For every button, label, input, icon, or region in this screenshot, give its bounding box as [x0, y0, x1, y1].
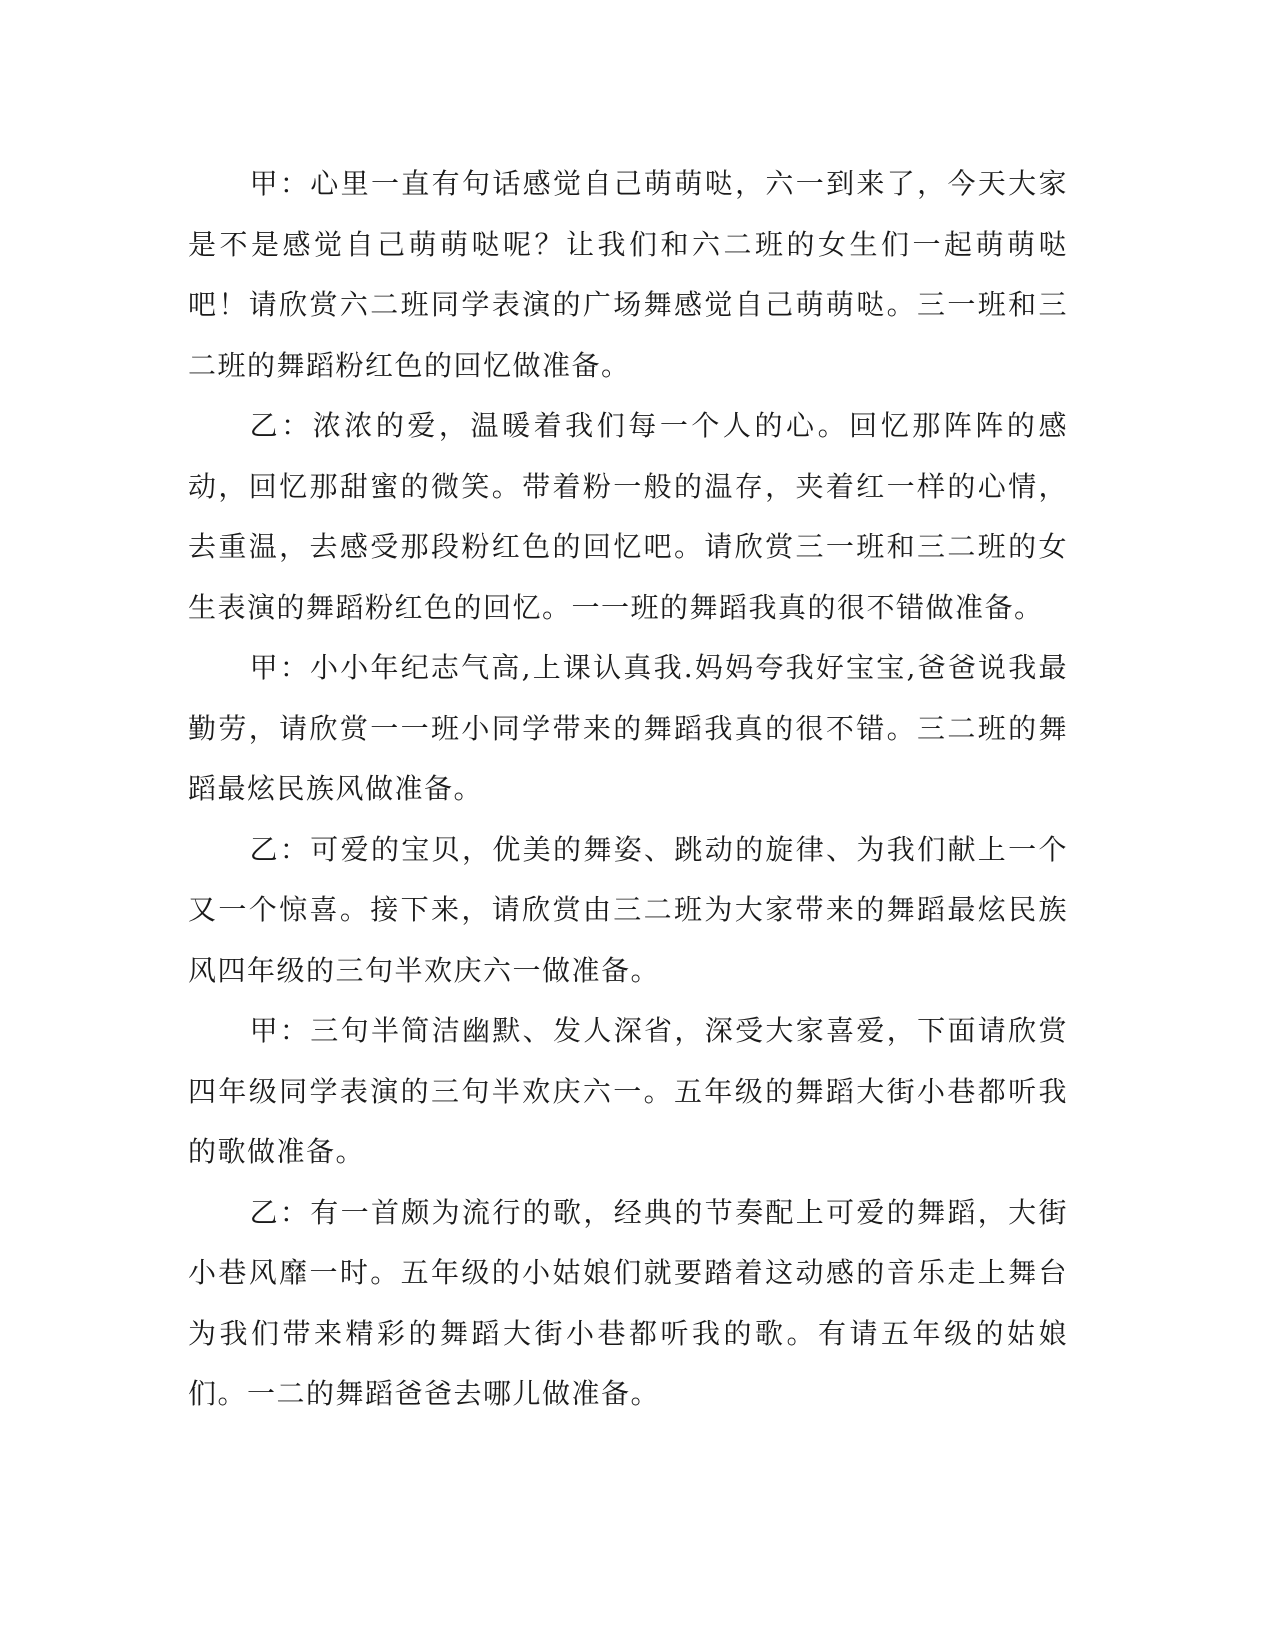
paragraph-6: 乙：有一首颇为流行的歌，经典的节奏配上可爱的舞蹈，大街小巷风靡一时。五年级的小姑娘们就要踏着这动感的音乐走上舞台为我们带来精彩的舞蹈大街小巷都听我的歌。有请五年级的姑娘们。一二的舞蹈爸爸去哪儿做准备。 — [188, 1195, 1068, 1410]
paragraph-4: 乙：可爱的宝贝，优美的舞姿、跳动的旋律、为我们献上一个又一个惊喜。接下来，请欣赏由三二班为大家带来的舞蹈最炫民族风四年级的三句半欢庆六一做准备。 — [188, 832, 1068, 987]
paragraph-3: 甲：小小年纪志气高,上课认真我.妈妈夸我好宝宝,爸爸说我最勤劳，请欣赏一一班小同学带来的舞蹈我真的很不错。三二班的舞蹈最炫民族风做准备。 — [188, 651, 1068, 805]
paragraph-5: 甲：三句半简洁幽默、发人深省，深受大家喜爱，下面请欣赏四年级同学表演的三句半欢庆六一。五年级的舞蹈大街小巷都听我的歌做准备。 — [188, 1014, 1068, 1168]
paragraph-2: 乙：浓浓的爱，温暖着我们每一个人的心。回忆那阵阵的感动，回忆那甜蜜的微笑。带着粉一般的温存，夹着红一样的心情，去重温，去感受那段粉红色的回忆吧。请欣赏三一班和三二班的女生表演的舞蹈粉红色的回忆。一一班的舞蹈我真的很不错做准备。 — [188, 409, 1068, 624]
paragraph-1: 甲：心里一直有句话感觉自己萌萌哒，六一到来了，今天大家是不是感觉自己萌萌哒呢？让我们和六二班的女生们一起萌萌哒吧！请欣赏六二班同学表演的广场舞感觉自己萌萌哒。三一班和三二班的舞蹈粉红色的回忆做准备。 — [188, 167, 1068, 382]
document-body — [188, 154, 1068, 1425]
